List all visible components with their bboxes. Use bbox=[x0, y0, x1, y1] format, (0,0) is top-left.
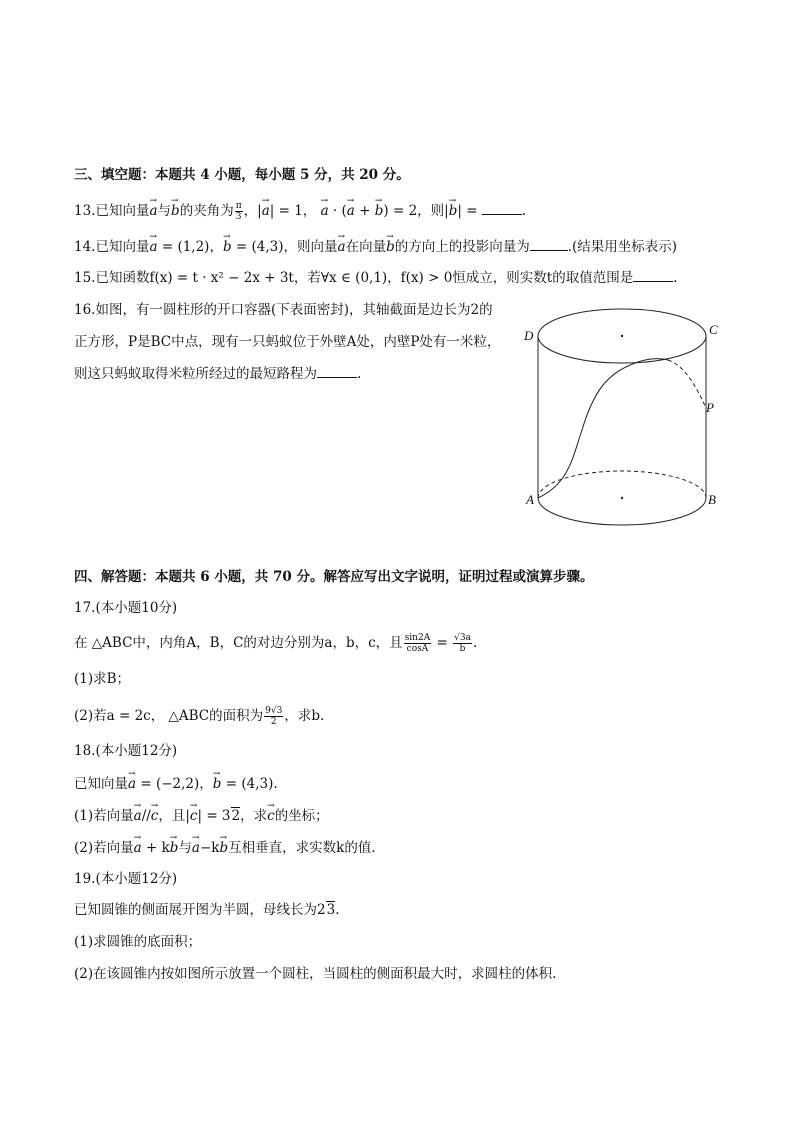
question-16-line-3: 则这只蚂蚁取得米粒所经过的最短路程为 . bbox=[74, 366, 362, 382]
question-16-line-1: 16.如图，有一圆柱形的开口容器(下表面密封)，其轴截面是边长为2的 bbox=[74, 302, 493, 318]
label-P: P bbox=[706, 400, 714, 415]
fraction-sin2A-cosA: $\frac{\sin 2A}{\cos A}$ bbox=[404, 633, 431, 654]
bottom-center-point bbox=[621, 497, 623, 499]
question-17-part-2: (2)若a = 2c， △ABC的面积为 $\frac{9√3}{2}$ ，求b. bbox=[74, 706, 325, 727]
top-center-point bbox=[621, 335, 623, 337]
question-15: 15.已知函数f(x) = t · x² − 2x + 3t，若∀x ∈ (0,1)，f(x) > 0恒成立，则实数t的取值范围是 . bbox=[74, 270, 678, 286]
answer-blank bbox=[317, 365, 357, 378]
ant-path-solid bbox=[538, 359, 668, 498]
section-4-title: 四、解答题：本题共 6 小题，共 70 分。解答应写出文字说明，证明过程或演算步骤。 bbox=[74, 569, 594, 585]
question-18-stem: 已知向量→ a = (−2,2)，→ b = (4,3). bbox=[74, 774, 278, 794]
ant-path-dashed bbox=[668, 360, 706, 408]
fraction-pi-over-3: $\frac{\pi}{3}$ bbox=[235, 201, 242, 222]
question-18-part-1: (1)若向量→ a//→ c，且|→ c| = 32，求→ c的坐标； bbox=[74, 806, 329, 826]
question-13: 13.已知向量→ a与→ b的夹角为 $\frac{\pi}{3}$ ，|→ a| = 1， → a · (→ a + → b) = 2，则|→ b| = . bbox=[74, 201, 526, 222]
question-18-part-2: (2)若向量→ a + k→ b与→ a−k→ b互相垂直，求实数k的值. bbox=[74, 838, 376, 858]
cylinder-figure bbox=[520, 300, 730, 530]
question-19-part-1: (1)求圆锥的底面积； bbox=[74, 934, 202, 950]
fraction-sqrt3a-b: $\frac{√3a}{b}$ bbox=[454, 633, 471, 654]
question-17-head: 17.(本小题10分) bbox=[74, 600, 178, 616]
question-19-part-2: (2)在该圆锥内按如图所示放置一个圆柱，当圆柱的侧面积最大时，求圆柱的体积. bbox=[74, 966, 557, 982]
question-17-part-1: (1)求B； bbox=[74, 671, 131, 687]
label-B: B bbox=[708, 492, 716, 507]
bottom-front-arc bbox=[538, 498, 706, 525]
question-19-head: 19.(本小题12分) bbox=[74, 871, 178, 887]
label-C: C bbox=[709, 322, 718, 337]
answer-blank bbox=[633, 269, 673, 282]
question-18-head: 18.(本小题12分) bbox=[74, 743, 178, 759]
vector-a: → a bbox=[149, 201, 157, 221]
question-19-stem: 已知圆锥的侧面展开图为半圆，母线长为23. bbox=[74, 902, 340, 918]
vector-b: → b bbox=[171, 201, 180, 221]
label-A: A bbox=[526, 492, 534, 507]
section-3-title: 三、填空题：本题共 4 小题，每小题 5 分，共 20 分。 bbox=[74, 167, 410, 183]
question-16-line-2: 正方形，P是BC中点，现有一只蚂蚁位于外壁A处，内壁P处有一米粒， bbox=[74, 334, 501, 350]
fraction-9sqrt3-over-2: $\frac{9√3}{2}$ bbox=[265, 706, 283, 727]
answer-blank bbox=[482, 202, 522, 215]
label-D: D bbox=[524, 328, 534, 343]
bottom-back-arc bbox=[538, 471, 706, 498]
question-17-stem: 在 △ABC中，内角A，B，C的对边分别为a，b，c，且 $\frac{\sin 2A}{\cos A}$ = $\frac{√3a}{b}$ . bbox=[74, 633, 478, 654]
question-14: 14.已知向量→ a = (1,2)，→ b = (4,3)，则向量→ a在向量→ b的方向上的投影向量为 .(结果用坐标表示) bbox=[74, 237, 677, 257]
answer-blank bbox=[530, 238, 568, 251]
